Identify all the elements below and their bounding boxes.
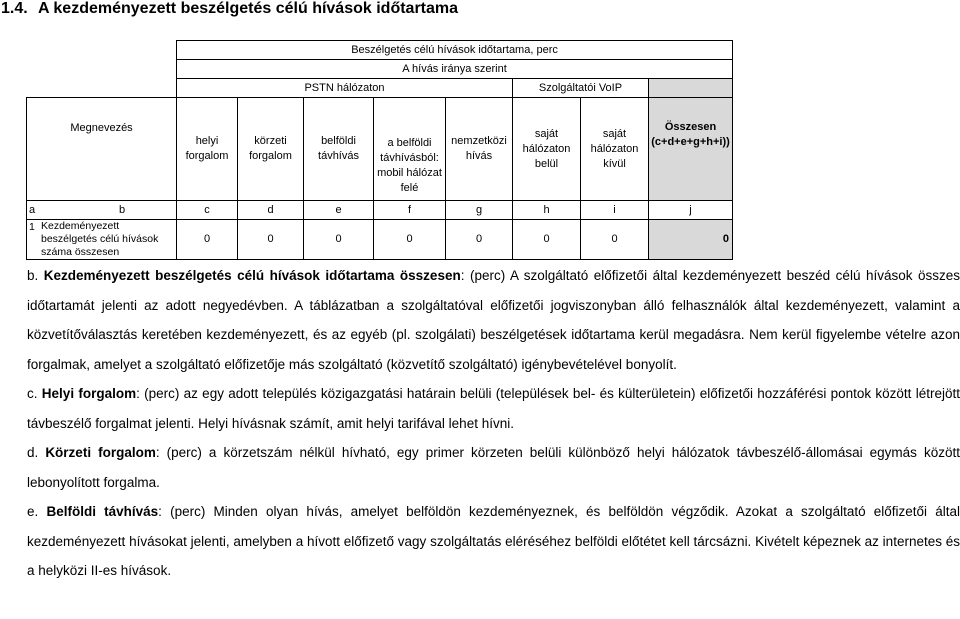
section-heading <box>1 0 458 18</box>
definitions-text <box>27 261 960 586</box>
index-cell-j <box>649 201 733 220</box>
paragraph-d-text: : (perc) a körzetszám nélkül hívható, egy primer körzeten belüli különböző helyi hálózatok távbeszélő-állomásai egymás között lebonyolított forgalma. <box>27 445 960 490</box>
table-subtitle: A hívás iránya szerint <box>402 62 507 75</box>
index-cell-e <box>304 201 374 220</box>
col-header-mobil-label: a belföldi távhívásból: mobil hálózat felé <box>377 137 442 194</box>
table-title-cell <box>177 41 733 60</box>
index-cell-g <box>446 201 513 220</box>
section-title: A kezdeményezett beszélgetés célú hívások időtartama <box>38 0 459 17</box>
table-title: Beszélgetés célú hívások időtartama, perc <box>351 43 558 56</box>
paragraph-d <box>27 438 960 497</box>
statistics-table <box>26 40 732 260</box>
col-header-belfoldi-label: belföldi távhívás <box>318 135 359 162</box>
value-helyi-text: 0 <box>203 233 211 245</box>
index-cell-a-b <box>27 201 177 220</box>
value-belfoldi <box>304 220 374 260</box>
pstn-header-label: PSTN hálózaton <box>304 81 385 94</box>
col-header-osszesen-label: Összesen (c+d+e+g+h+i)) <box>651 121 730 148</box>
index-g: g <box>475 203 483 216</box>
col-header-sajat-kivul-label: saját hálózaton kívül <box>590 127 639 170</box>
index-f: f <box>407 203 412 216</box>
paragraph-c <box>27 379 960 438</box>
value-sajat-belul <box>513 220 581 260</box>
col-header-korzeti <box>238 98 304 201</box>
paragraph-d-label: d. <box>27 445 39 460</box>
value-mobil <box>374 220 446 260</box>
index-cell-h <box>513 201 581 220</box>
row-label: Kezdeményezett beszélgetés célú hívások száma összesen <box>41 220 159 258</box>
pstn-header <box>177 79 513 98</box>
index-cell-f <box>374 201 446 220</box>
col-header-helyi <box>177 98 238 201</box>
value-sajat-kivul-text: 0 <box>611 233 618 245</box>
value-mobil-text: 0 <box>406 233 413 245</box>
col-header-sajat-belul <box>513 98 581 201</box>
col-header-korzeti-label: körzeti forgalom <box>249 135 292 162</box>
col-header-mobil <box>374 98 446 201</box>
value-korzeti <box>238 220 304 260</box>
paragraph-e-label: e. <box>27 504 39 519</box>
paragraph-d-term: Körzeti forgalom <box>45 445 156 460</box>
paragraph-c-term: Helyi forgalom <box>41 386 137 401</box>
value-osszesen <box>649 220 733 260</box>
value-sajat-kivul <box>581 220 649 260</box>
value-helyi <box>177 220 238 260</box>
index-d: d <box>267 203 274 216</box>
paragraph-b <box>27 261 960 379</box>
index-j: j <box>689 203 692 216</box>
col-header-nemzetkozi <box>446 98 513 201</box>
col-header-sajat-belul-label: saját hálózaton belül <box>522 127 571 170</box>
value-nemzetkozi-text: 0 <box>475 233 483 245</box>
paragraph-b-label: b. <box>27 268 39 283</box>
value-sajat-belul-text: 0 <box>543 233 550 245</box>
voip-header <box>513 79 649 98</box>
paragraph-c-text: : (perc) az egy adott település közigazgatási határain belüli (települések bel- és külterületein) előfizetői hozzáférési pontok között létrejött távbeszélő forgalmat jelenti. Helyi hívásnak számít, amit helyi tarifával lehet hívni. <box>27 386 960 431</box>
paragraph-e <box>27 497 960 586</box>
paragraph-c-label: c. <box>27 386 38 401</box>
paragraph-e-term: Belföldi távhívás <box>46 504 159 519</box>
megnevezes-header <box>27 98 177 201</box>
megnevezes-label: Megnevezés <box>70 122 133 134</box>
section-number: 1.4. <box>1 0 28 17</box>
col-header-osszesen <box>649 98 733 201</box>
col-header-sajat-kivul <box>581 98 649 201</box>
index-cell-c <box>177 201 238 220</box>
paragraph-e-text: : (perc) Minden olyan hívás, amelyet belföldön kezdeményeznek, és belföldön végződik. Azokat a szolgáltató előfizetői által kezdeményezett hívásokat jelenti, amelyben a hívott előfizető vagy szolgáltatás eléréséhez belföldi előtétet kell tárcsázni. Kivételt képeznek az internetes és a helyközi II-es hívások. <box>27 504 960 578</box>
index-i: i <box>613 203 616 216</box>
col-header-belfoldi <box>304 98 374 201</box>
col-header-helyi-label: helyi forgalom <box>185 135 229 162</box>
index-cell-i <box>581 201 649 220</box>
value-nemzetkozi <box>446 220 513 260</box>
paragraph-b-term: Kezdeményezett beszélgetés célú hívások időtartama összesen <box>43 268 461 283</box>
col-header-nemzetkozi-label: nemzetközi hívás <box>451 135 507 162</box>
index-h: h <box>543 203 550 216</box>
voip-header-label: Szolgáltatói VoIP <box>538 81 623 94</box>
index-e: e <box>335 203 342 216</box>
row-label-cell <box>27 220 177 260</box>
index-cell-d <box>238 201 304 220</box>
index-c: c <box>204 203 210 216</box>
index-b: b <box>119 203 126 216</box>
paragraph-b-text: : (perc) A szolgáltató előfizetői által kezdeményezett beszéd célú hívások összes időtartamát jelenti az adott negyedévben. A táblázatban a szolgáltatóval előfizetői jogviszonyban álló felhasználók által kezdeményezett, valamint a közvetítőválasztás keretében kezdeményezett, és az egyéb (pl. szolgálati) beszélgetések időtartama kerül megadásra. Nem kerül figyelembe vételre azon forgalmak, amelyet a szolgáltató előfizetője más szolgáltató (közvetítő szolgáltató) igénybevételével bonyolít. <box>27 268 960 372</box>
table-subtitle-cell <box>177 60 733 79</box>
value-osszesen-text: 0 <box>722 233 730 245</box>
value-belfoldi-text: 0 <box>335 233 342 245</box>
row-number: 1 <box>29 221 35 233</box>
index-a: a <box>29 203 36 216</box>
value-korzeti-text: 0 <box>267 233 274 245</box>
